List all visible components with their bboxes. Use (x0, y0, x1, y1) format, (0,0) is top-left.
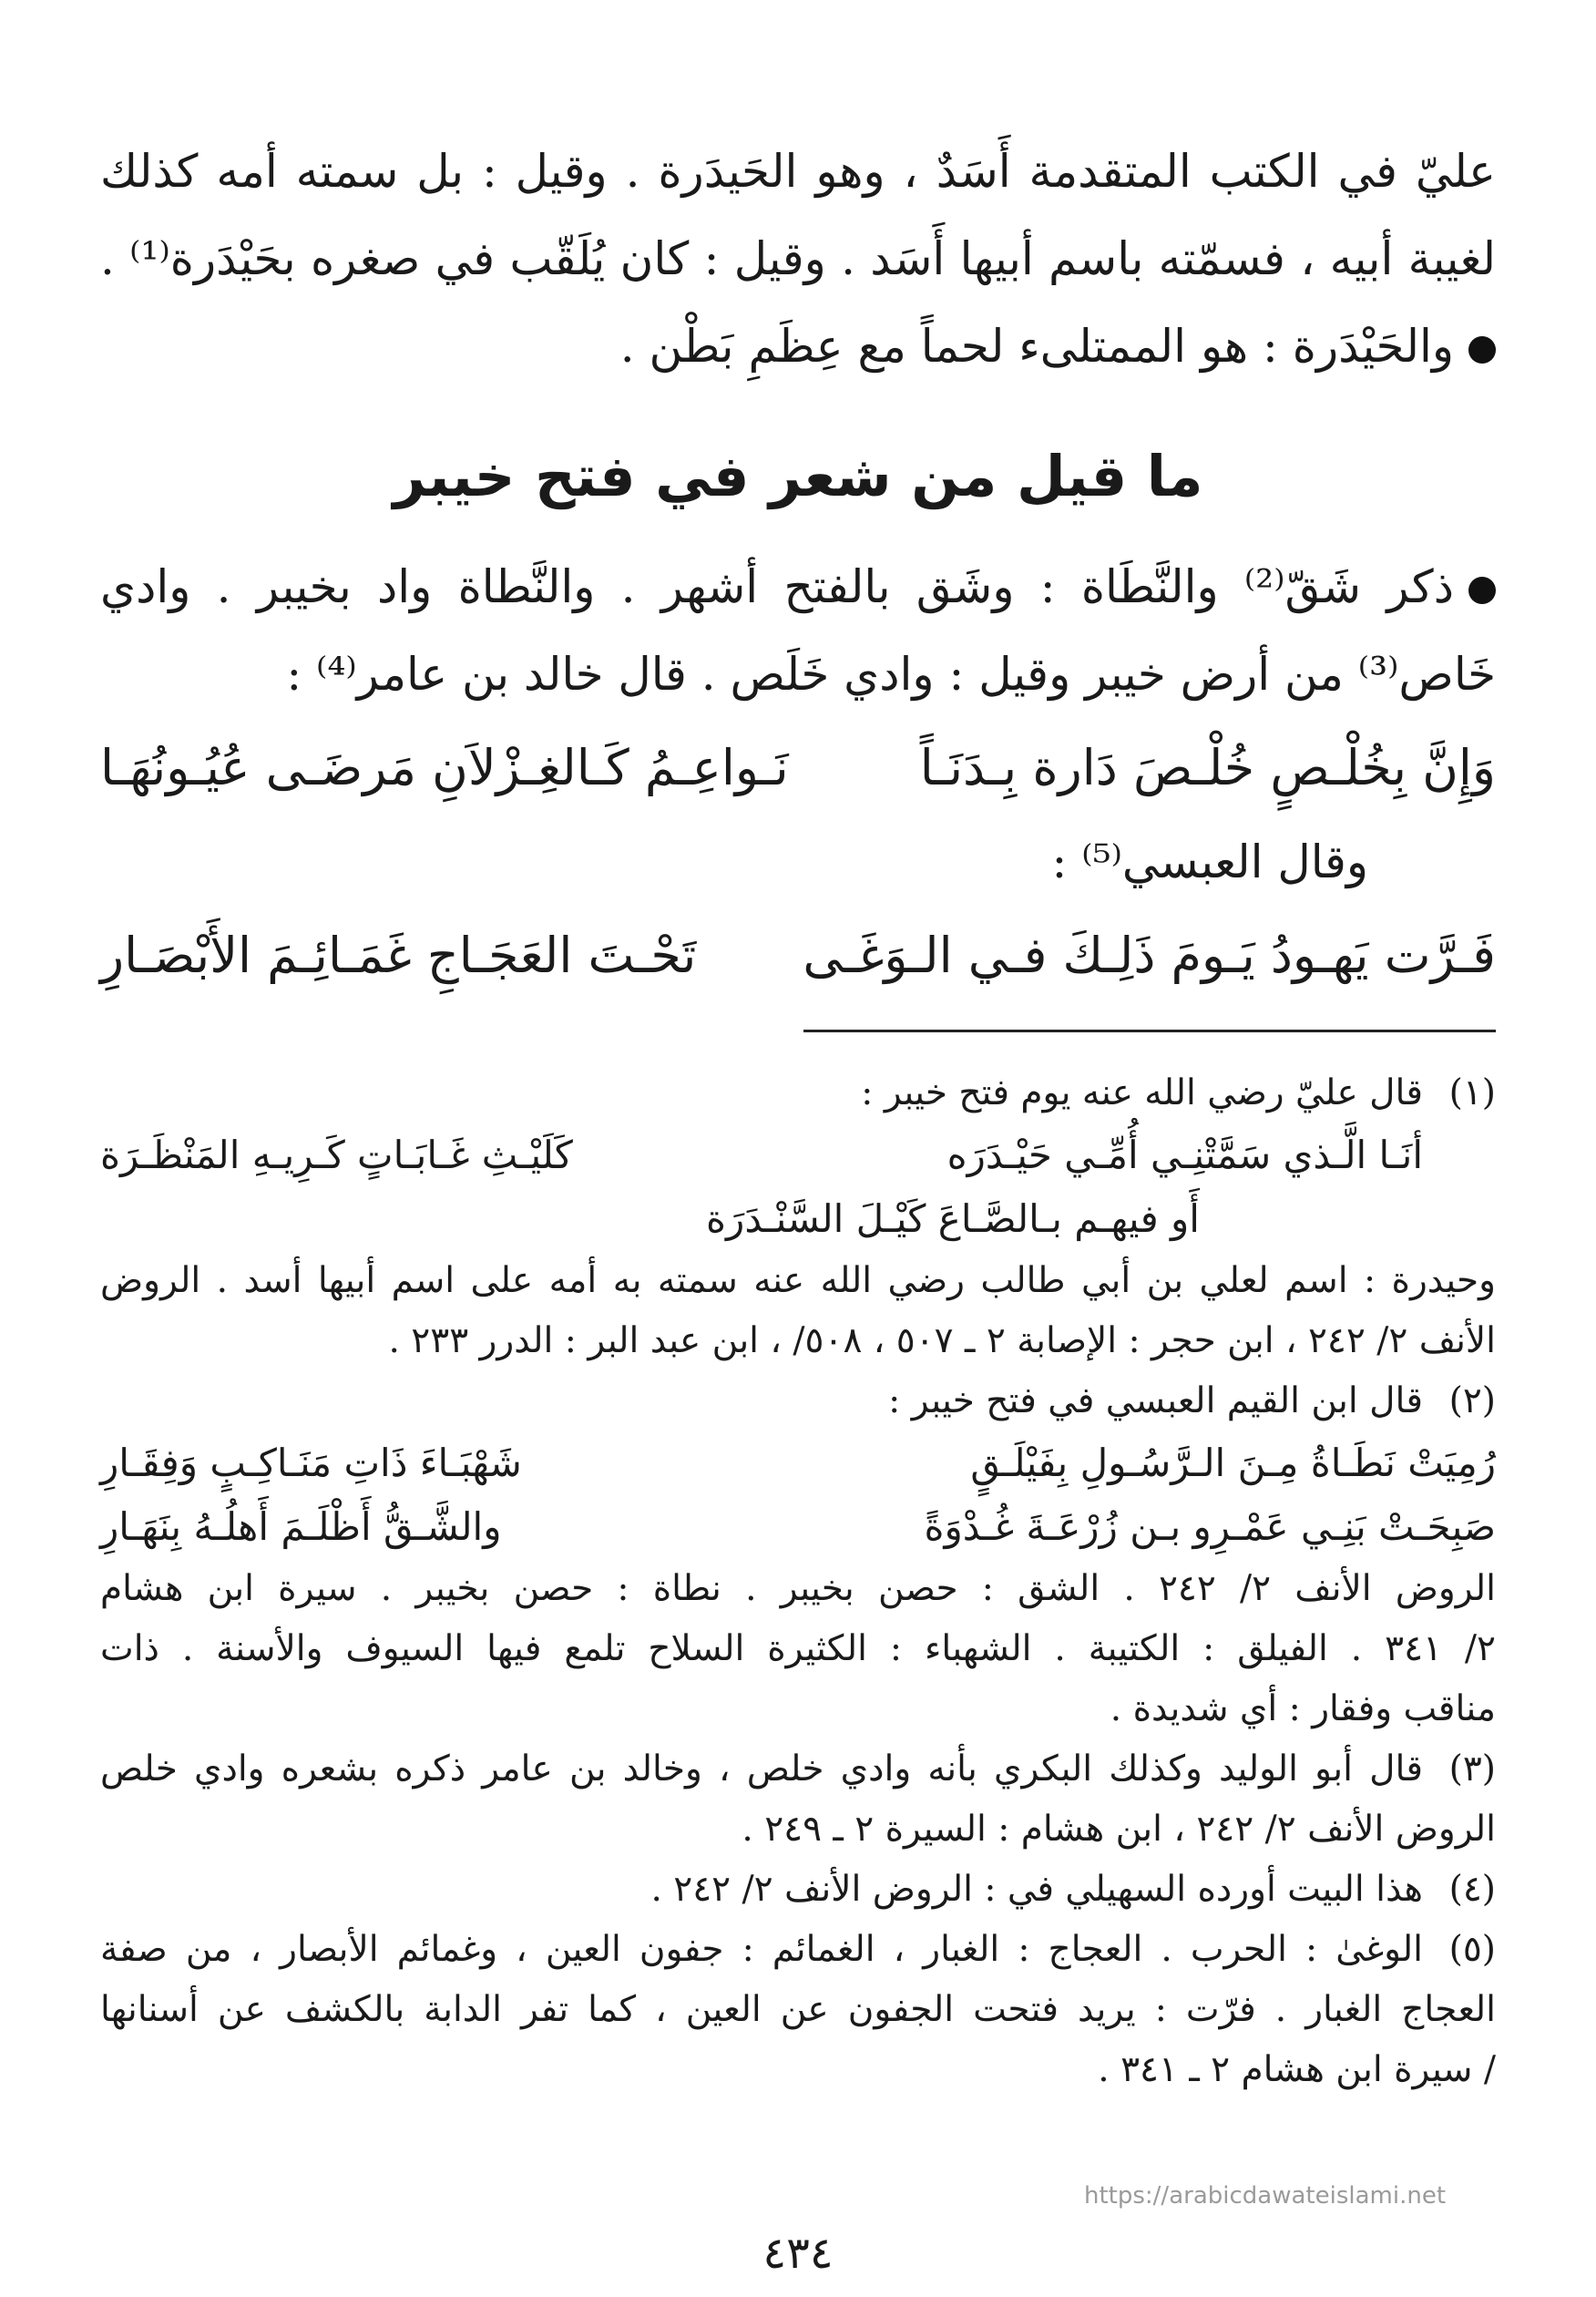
section-heading: ما قيل من شعر في فتح خيبر (393, 443, 1203, 509)
paragraph-line (100, 543, 1496, 631)
verse-line (100, 718, 1496, 818)
footnote-number: (٢) (1448, 1380, 1496, 1421)
footnote-line: ٢/ ٣٤١ . الفيلق : الكتيبة . الشهباء : الكثيرة السلاح تلمع فيها السيوف والأسنة . ذات (100, 1628, 1496, 1669)
footnote-separator (803, 1030, 1496, 1032)
footnote-line: قال ابن القيم العبسي في فتح خيبر : (888, 1380, 1423, 1421)
footnote-line: مناقب وفقار : أي شديدة . (1110, 1688, 1496, 1729)
page-content (100, 128, 1496, 2100)
footnote-number: (٣) (1448, 1748, 1496, 1789)
footnote-verse (100, 1431, 1496, 1495)
watermark-url: https://arabicdawateislami.net (1084, 2182, 1447, 2210)
verse-hemistich-second: تَحْـتَ العَجَـاجِ غَمَـائِـمَ الأَبْصَـارِ (100, 927, 697, 984)
verse-hemistich: أَو فيهـم بـالصَّـاعَ كَيْـلَ السَّنْـدَرَة (706, 1196, 1200, 1241)
footnote-line: قال عليّ رضي الله عنه يوم فتح خيبر : (861, 1072, 1423, 1113)
intro-line (100, 303, 1496, 390)
footnote-2 (100, 1371, 1496, 1431)
footnote-verse (100, 1187, 1423, 1251)
verse-hemistich-second: والشَّـقُّ أَظْلَـمَ أَهلُـهُ بِنَهَـارِ (100, 1504, 502, 1549)
bullet-icon (1468, 577, 1496, 604)
intro-line: لغيبة أبيه ، فسمّته باسم أبيها أَسَد . وقيل : كان يُلَقّب في صغره بحَيْدَرة⁽¹⁾ . (100, 232, 1496, 285)
footnote-5 (100, 1920, 1496, 1980)
footnote-line: / سيرة ابن هشام ٢ ـ ٣٤١ . (1098, 2049, 1496, 2090)
verse-hemistich-first: صَبِحَـتْ بَنِـي عَمْـرِو بـن زُرْعَـةَ غُـدْوَةً (924, 1504, 1496, 1549)
verse-hemistich-first: أنَـا الَّـذي سَمَّتْنِـي أُمِّـي حَيْـدَرَه (946, 1133, 1423, 1177)
verse-intro: وقال العبسي⁽⁵⁾ : (1051, 836, 1368, 888)
footnote-line: الروض الأنف ٢/ ٢٤٢ . الشق : حصن بخيبر . نطاة : حصن بخيبر . سيرة ابن هشام (100, 1568, 1496, 1609)
footnote-verse (100, 1123, 1423, 1187)
footnote-line: قال أبو الوليد وكذلك البكري بأنه وادي خلص ، وخالد بن عامر ذكره بشعره وادي خلص (100, 1748, 1423, 1789)
footnote-verse (100, 1495, 1496, 1559)
intro-line: عليّ في الكتب المتقدمة أَسَدٌ ، وهو الحَيدَرة . وقيل : بل سمته أمه كذلك (100, 145, 1496, 198)
footnote-number: (٥) (1448, 1929, 1496, 1970)
verse-hemistich-second: كَلَيْـثِ غَـابَـاتٍ كَـرِيـهِ المَنْظَـرَة (100, 1133, 573, 1177)
footnote-line: العجاج الغبار . فرّت : يريد فتحت الجفون عن العين ، كما تفر الدابة بالكشف عن أسنانها (100, 1989, 1496, 2030)
footnote-4 (100, 1860, 1496, 1920)
verse-hemistich-first: فَـرَّت يَهـودُ يَـومَ ذَلِـكَ فـي الـوَغَـى (803, 927, 1496, 984)
verse-hemistich-second: شَهْبَـاءَ ذَاتِ مَنَـاكِـبٍ وَفِقَـارِ (100, 1441, 522, 1485)
intro-line-text: والحَيْدَرة : هو الممتلىء لحماً مع عِظَمِ بَطْن . (619, 320, 1454, 373)
verse-hemistich-second: نَـواعِـمُ كَـالغِـزْلاَنِ مَرضَـى عُيُـونُهَـا (100, 739, 789, 796)
bullet-icon (1468, 336, 1496, 364)
footnote-3 (100, 1739, 1496, 1800)
page-number: ٤٣٤ (762, 2228, 834, 2279)
verse-line (100, 906, 1496, 1006)
footnote-line: هذا البيت أورده السهيلي في : الروض الأنف ٢/ ٢٤٢ . (650, 1869, 1423, 1910)
footnotes (100, 1063, 1496, 2100)
verse-hemistich-first: وَإِنَّ بِخُلْـصٍ خُلْـصَ دَارة بِـدَنَـاً (919, 739, 1496, 796)
paragraph-line-text: ذكر شَقّ⁽²⁾ والنَّطَاة : وشَق بالفتح أشهر . والنَّطاة واد بخيبر . وادي (100, 560, 1454, 613)
footnote-line: الأنف ٢/ ٢٤٢ ، ابن حجر : الإصابة ٢ ـ ٥٠٧ ، ٥٠٨/ ، ابن عبد البر : الدرر ٢٣٣ . (388, 1320, 1496, 1361)
footnote-line: الوغىٰ : الحرب . العجاج : الغبار ، الغمائم : جفون العين ، وغمائم الأبصار ، من صفة (100, 1929, 1423, 1970)
footnote-1 (100, 1063, 1496, 1251)
verse-hemistich-first: رُمِيَتْ نَطَـاةُ مِـنَ الـرَّسُـولِ بِفَيْلَـقٍ (970, 1441, 1496, 1485)
paragraph-line: خَاص⁽³⁾ من أرض خيبر وقيل : وادي خَلَص . قال خالد بن عامر⁽⁴⁾ : (286, 648, 1496, 701)
footnote-line: الروض الأنف ٢/ ٢٤٢ ، ابن هشام : السيرة ٢ ـ ٢٤٩ . (742, 1809, 1496, 1850)
footnote-number: (١) (1448, 1072, 1496, 1113)
footnote-line: وحيدرة : اسم لعلي بن أبي طالب رضي الله عنه سمته به أمه على اسم أبيها أسد . الروض (100, 1260, 1496, 1301)
footnote-number: (٤) (1448, 1869, 1496, 1910)
